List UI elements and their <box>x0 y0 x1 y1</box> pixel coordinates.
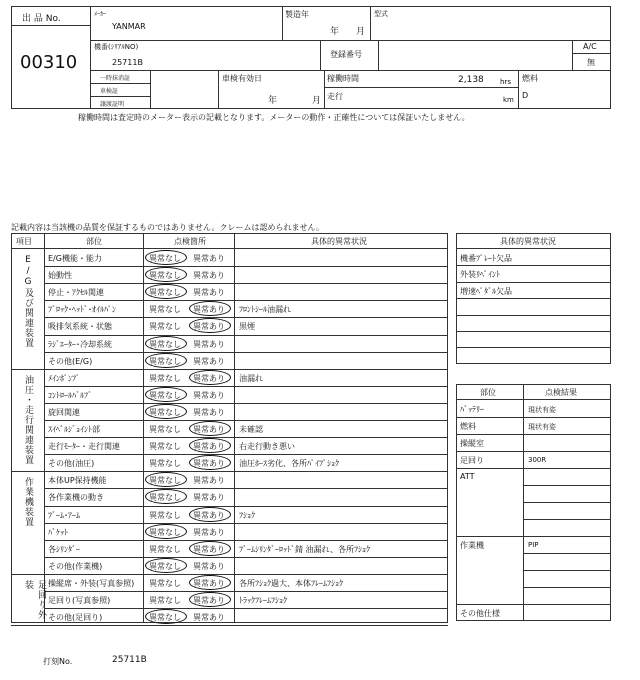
status-normal: 異常なし <box>149 442 181 452</box>
extra-issue-item: 機番ﾌﾟﾚｰﾄ欠品 <box>460 254 512 263</box>
table-row-part: 操縦席・外装(写真参照) <box>48 578 135 588</box>
table-row-part: ﾗｼﾞｴｰﾀｰ･冷却系統 <box>48 339 112 349</box>
status-circle <box>145 558 187 573</box>
group-label: 油圧・走行関連装置 <box>23 374 33 465</box>
table-row-part: その他(作業機) <box>48 561 103 571</box>
stamp-label: 打刻No. <box>43 657 73 666</box>
serial-label: 機番(ｼﾘｱﾙNO) <box>94 43 139 51</box>
status-abnormal: 異常あり <box>193 356 225 366</box>
status-normal: 異常なし <box>149 305 181 315</box>
status-normal: 異常なし <box>149 322 181 332</box>
group-label: 作業機装置 <box>23 477 33 528</box>
expiry-month-unit: 月 <box>312 96 322 106</box>
status-circle <box>189 592 231 607</box>
status-abnormal: 異常あり <box>193 288 225 298</box>
table-row-part: 停止・ｱｸｾﾙ関連 <box>48 288 104 298</box>
result-row-value: 300R <box>528 456 547 464</box>
status-normal: 異常なし <box>149 339 181 349</box>
status-abnormal: 異常あり <box>193 459 225 469</box>
status-normal: 異常なし <box>149 510 181 520</box>
result-row-value: PIP <box>528 541 539 549</box>
table-row-detail: ﾌｼｮｸ <box>239 510 255 520</box>
hours-unit: hrs <box>500 78 511 86</box>
status-circle <box>189 541 231 556</box>
inspection-table <box>11 233 448 623</box>
maker-value: YANMAR <box>112 22 146 31</box>
col-detail: 具体的異常状況 <box>311 237 367 246</box>
shuppin-number: 00310 <box>20 52 78 73</box>
status-abnormal: 異常あり <box>193 476 225 486</box>
status-normal: 異常なし <box>149 459 181 469</box>
status-circle <box>189 507 231 522</box>
status-abnormal: 異常あり <box>193 425 225 434</box>
result-row-part: その他仕様 <box>460 609 500 618</box>
status-abnormal: 異常あり <box>193 544 225 554</box>
stamp-value: 25711B <box>112 655 147 665</box>
expiry-label: 車検有効日 <box>222 74 262 83</box>
status-abnormal: 異常あり <box>193 578 225 588</box>
table-row-detail: ﾌﾞｰﾑｼﾘﾝﾀﾞｰﾛｯﾄﾞ錆 油漏れ、各所ﾌｼｮｸ <box>239 544 371 554</box>
status-abnormal: 異常あり <box>193 493 225 503</box>
extra-issue-item: 増速ﾍﾟﾀﾞﾙ欠品 <box>460 286 512 296</box>
col-part: 部位 <box>86 237 102 246</box>
status-abnormal: 異常あり <box>193 510 225 520</box>
status-normal: 異常なし <box>149 493 181 503</box>
table-row-detail: ﾄﾗｯｸﾌﾚｰﾑﾌｼｮｸ <box>239 596 287 605</box>
result-row-part: ATT <box>460 472 475 481</box>
table-row-part: 始動性 <box>48 271 72 281</box>
status-normal: 異常なし <box>149 544 181 554</box>
table-row-part: その他(油圧) <box>48 459 95 469</box>
table-row-part: 旋回関連 <box>48 407 80 417</box>
table-row-part: 本体UP保持機能 <box>48 476 107 486</box>
status-normal: 異常なし <box>149 390 181 400</box>
result-row-value: 現状有姿 <box>528 406 556 414</box>
fuel-value: D <box>522 91 529 100</box>
result-row-part: 作業機 <box>460 541 484 550</box>
col-item: 項目 <box>16 237 32 246</box>
ac-value: 無 <box>587 58 595 67</box>
serial-value: 25711B <box>112 58 143 67</box>
table-row-part: 各作業機の動き <box>48 493 104 503</box>
status-normal: 異常なし <box>149 613 181 623</box>
table-row-detail: ﾌﾛﾝﾄｼｰﾙ油漏れ <box>239 305 291 315</box>
status-normal: 異常なし <box>149 561 181 571</box>
status-abnormal: 異常あり <box>193 390 225 400</box>
col-check: 点検箇所 <box>174 237 206 246</box>
table-row-detail: 未確認 <box>239 425 263 434</box>
status-normal: 異常なし <box>149 596 181 605</box>
status-abnormal: 異常あり <box>193 305 225 315</box>
status-circle <box>145 404 187 419</box>
ac-label: A/C <box>583 42 597 51</box>
status-normal: 異常なし <box>149 407 181 417</box>
status-abnormal: 異常あり <box>193 322 225 332</box>
status-abnormal: 異常あり <box>193 373 225 383</box>
disclaimer: 記載内容は当該機の品質を保証するものではありません。クレームは認められません。 <box>11 223 324 232</box>
result-row-part: ﾊﾞｯﾃﾘｰ <box>460 405 484 414</box>
hours-label: 稼働時間 <box>327 74 359 83</box>
result-row-part: 足回り <box>460 456 484 465</box>
table-row-part: ﾌﾞｰﾑ･ｱｰﾑ <box>48 510 80 520</box>
result-row-part: 操縦室 <box>460 439 484 448</box>
table-row-detail: 各所ﾌｼｮｸ過大、本体ﾌﾚｰﾑﾌｼｮｸ <box>239 578 343 588</box>
status-abnormal: 異常あり <box>193 254 225 263</box>
status-circle <box>189 370 231 385</box>
status-abnormal: 異常あり <box>193 339 225 349</box>
cert-label-3: 譲渡証明 <box>100 101 125 108</box>
status-abnormal: 異常あり <box>193 442 225 452</box>
table-row-part: 走行ﾓｰﾀｰ・走行関連 <box>48 442 120 452</box>
table-row-detail: 油漏れ <box>239 373 263 383</box>
table-row-part: ｽｲﾍﾞﾙｼﾞｮｲﾝﾄ部 <box>48 425 100 434</box>
month-unit: 月 <box>356 27 366 37</box>
status-abnormal: 異常あり <box>193 271 225 281</box>
table-row-part: ﾒｲﾝﾎﾟﾝﾌﾟ <box>48 373 80 383</box>
status-circle <box>145 250 187 265</box>
status-normal: 異常なし <box>149 476 181 486</box>
status-normal: 異常なし <box>149 271 181 281</box>
table-row-part: E/G機能・能力 <box>48 254 102 263</box>
result-col-part: 部位 <box>480 388 496 397</box>
extra-issues-header: 具体的異常状況 <box>500 237 556 246</box>
status-normal: 異常なし <box>149 288 181 298</box>
status-normal: 異常なし <box>149 356 181 366</box>
status-normal: 異常なし <box>149 373 181 383</box>
table-row-part: 吸排気系統・状態 <box>48 322 112 332</box>
year-label: 製造年 <box>285 10 309 19</box>
travel-label: 走行 <box>327 92 343 101</box>
status-circle <box>145 387 187 402</box>
travel-unit: km <box>503 96 514 104</box>
result-col-result: 点検結果 <box>545 388 577 397</box>
status-abnormal: 異常あり <box>193 613 225 623</box>
table-row-detail: 黒煙 <box>239 322 255 332</box>
table-row-part: 各ｼﾘﾝﾀﾞｰ <box>48 544 80 554</box>
model-label: 型式 <box>374 10 388 18</box>
cert-label-2: 車検証 <box>100 88 119 95</box>
hours-value: 2,138 <box>458 75 484 85</box>
extra-issue-item: 外装ﾘﾍﾟｲﾝﾄ <box>460 270 500 280</box>
result-row-part: 燃料 <box>460 422 476 431</box>
table-row-detail: 油圧ﾎｰｽ劣化、各所ﾊﾟｲﾌﾟｼｮｸ <box>239 459 339 469</box>
reg-label: 登録番号 <box>330 50 362 59</box>
table-row-detail: 右走行動き悪い <box>239 442 295 452</box>
table-row-part: 足回り(写真参照) <box>48 596 111 605</box>
result-row-value: 現状有姿 <box>528 423 556 431</box>
cert-label-1: 一時抹消証 <box>100 75 131 82</box>
hours-note: 稼働時間は査定時のメーター表示の記載となります。メーターの動作・正確性については保証いたしません。 <box>78 113 470 122</box>
status-circle <box>189 421 231 436</box>
status-circle <box>189 575 231 590</box>
status-circle <box>145 336 187 351</box>
group-label: 足回り外装 <box>23 579 46 620</box>
expiry-year-unit: 年 <box>268 96 278 106</box>
extra-issues-table <box>456 233 611 364</box>
status-abnormal: 異常あり <box>193 561 225 571</box>
shuppin-label: 出 品 No. <box>22 14 61 24</box>
status-normal: 異常なし <box>149 254 181 263</box>
status-abnormal: 異常あり <box>193 407 225 417</box>
table-row-part: ﾊﾞｹｯﾄ <box>48 527 68 537</box>
year-unit: 年 <box>330 27 340 37</box>
status-normal: 異常なし <box>149 527 181 537</box>
fuel-label: 燃料 <box>522 74 538 83</box>
table-row-part: ｺﾝﾄﾛｰﾙﾊﾞﾙﾌﾞ <box>48 390 92 400</box>
status-abnormal: 異常あり <box>193 527 225 537</box>
status-abnormal: 異常あり <box>193 596 225 605</box>
maker-label: ﾒｰｶｰ <box>94 11 107 18</box>
status-normal: 異常なし <box>149 578 181 588</box>
table-row-part: その他(E/G) <box>48 356 93 366</box>
check-result-table <box>456 384 611 621</box>
table-row-part: ﾌﾞﾛｯｸ･ﾍｯﾄﾞ･ｵｲﾙﾊﾟﾝ <box>48 305 116 315</box>
status-circle <box>145 353 187 368</box>
status-circle <box>145 524 187 539</box>
group-label: E/G及び関連装置 <box>23 255 33 348</box>
table-row-part: その他(足回り) <box>48 613 103 623</box>
status-normal: 異常なし <box>149 425 181 434</box>
